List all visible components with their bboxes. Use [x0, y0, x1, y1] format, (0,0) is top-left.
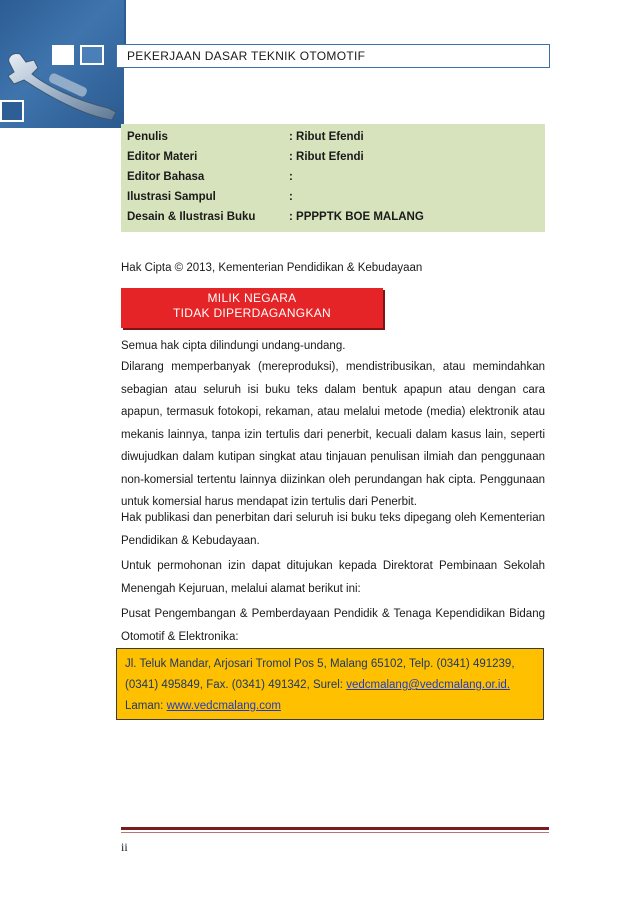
publication-paragraph: Hak publikasi dan penerbitan dari seluruh isi buku teks dipegang oleh Kementerian Pendidikan & Kebudayaan. — [121, 512, 545, 547]
credit-row — [127, 128, 545, 148]
credit-label: Ilustrasi Sampul — [127, 191, 216, 203]
page-number: ii — [121, 840, 128, 854]
decor-square — [52, 45, 74, 65]
footer-rule — [121, 827, 549, 830]
address-line — [125, 696, 543, 717]
website-link[interactable]: www.vedcmalang.com — [166, 700, 281, 712]
credits-table — [121, 124, 545, 232]
credit-row — [127, 148, 545, 168]
credit-value: : PPPPTK BOE MALANG — [289, 211, 424, 223]
rights-paragraph: Semua hak cipta dilindungi undang-undang. — [121, 340, 346, 352]
credit-label: Desain & Ilustrasi Buku — [127, 211, 256, 223]
credit-label: Editor Materi — [127, 151, 198, 163]
notice-box — [121, 288, 383, 328]
header-banner — [0, 0, 124, 128]
decor-square — [80, 45, 104, 65]
credit-row — [127, 168, 545, 188]
credit-value: : — [289, 191, 293, 203]
credit-label: Editor Bahasa — [127, 171, 205, 183]
header-divider — [124, 0, 126, 44]
book-title: PEKERJAAN DASAR TEKNIK OTOMOTIF — [127, 49, 366, 63]
email-link[interactable]: vedcmalang@vedcmalang.or.id. — [346, 679, 511, 691]
running-header — [116, 44, 550, 68]
permission-paragraph: Untuk permohonan izin dapat ditujukan kepada Direktorat Pembinaan Sekolah Menengah Kejuruan, melalui alamat berikut ini: — [121, 560, 545, 595]
notice-line: TIDAK DIPERDAGANGKAN — [172, 306, 332, 320]
address-line: Jl. Teluk Mandar, Arjosari Tromol Pos 5, Malang 65102, Telp. (0341) 491239, — [125, 658, 515, 670]
address-line — [125, 675, 543, 696]
decor-square — [0, 100, 24, 122]
credit-row — [127, 188, 545, 208]
address-text: (0341) 495849, Fax. (0341) 491342, Surel: — [125, 679, 347, 691]
address-text: Laman: — [125, 700, 167, 712]
center-paragraph: Pusat Pengembangan & Pemberdayaan Pendidik & Tenaga Kependidikan Bidang Otomotif & Elektronika: — [121, 608, 545, 643]
credit-value: : — [289, 171, 293, 183]
credit-label: Penulis — [127, 131, 168, 143]
address-box — [116, 648, 544, 720]
footer-rule-thin — [121, 832, 549, 833]
copyright-line: Hak Cipta © 2013, Kementerian Pendidikan & Kebudayaan — [121, 262, 423, 274]
notice-line: MILIK NEGARA — [207, 291, 297, 305]
credit-value: : Ribut Efendi — [289, 131, 364, 143]
prohibition-paragraph: Dilarang memperbanyak (mereproduksi), mendistribusikan, atau memindahkan sebagian atau seluruh isi buku teks dalam bentuk apapun atau dengan cara apapun, termasuk fotokopi, rekaman, atau melalui metode (media) elektronik atau mekanis lainnya, tanpa izin tertulis dari penerbit, kecuali dalam kasus lain, seperti diwujudkan dalam kutipan singkat atau tinjauan penulisan ilmiah dan penggunaan non-komersial tertentu lainnya diizinkan oleh perundangan hak cipta. Penggunaan untuk komersial harus mendapat izin tertulis dari Penerbit. — [121, 361, 545, 508]
credit-value: : Ribut Efendi — [289, 151, 364, 163]
credit-row — [127, 208, 545, 228]
